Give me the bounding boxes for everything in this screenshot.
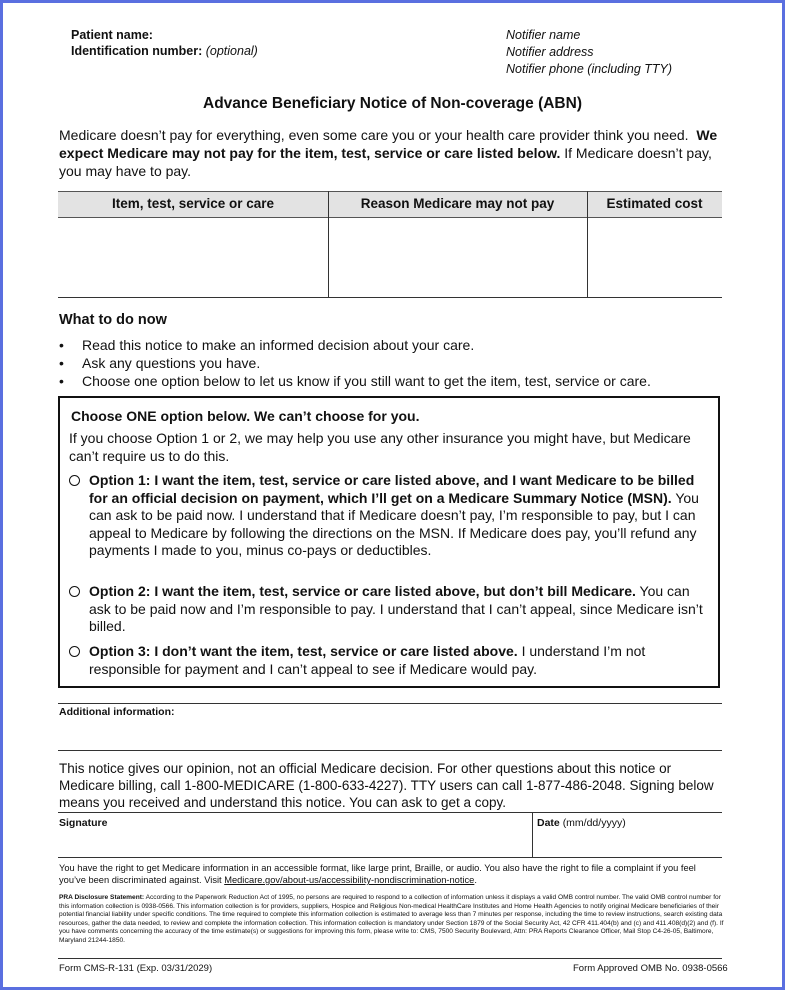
divider	[58, 958, 722, 959]
column-header-reason: Reason Medicare may not pay	[360, 196, 555, 211]
table-bottom-line	[58, 297, 722, 298]
cost-table	[58, 191, 722, 298]
intro-text-2: If Medicare doesn’t pay, you may have to pay.	[59, 145, 712, 179]
option-1-radio[interactable]	[69, 475, 80, 486]
accessibility-notice	[59, 862, 724, 886]
option-2-text	[89, 583, 714, 636]
notifier-address: Notifier address	[506, 45, 594, 59]
what-to-do-heading: What to do now	[59, 312, 167, 328]
option-3-bold: Option 3: I don’t want the item, test, service or care listed above.	[89, 643, 518, 659]
bullet-icon: •	[59, 337, 64, 353]
item-cell[interactable]	[58, 218, 328, 297]
option-2-body: You can ask to be paid now and I’m responsible to pay. I understand that I can’t appeal, since Medicare isn’t billed.	[89, 583, 703, 634]
notice-paragraph: This notice gives our opinion, not an official Medicare decision. For other questions about this notice or Medicare billing, call 1-800-MEDICARE (1-800-633-4227). TTY users can call 1-877-486-2048. Signing below means you received and understand this notice. You can ask to get a copy.	[59, 761, 714, 810]
option-3-radio[interactable]	[69, 646, 80, 657]
date-label-group	[537, 817, 626, 829]
page-title: Advance Beneficiary Notice of Non-coverage (ABN)	[203, 95, 582, 112]
options-intro: If you choose Option 1 or 2, we may help you use any other insurance you might have, but Medicare can’t require us to do this.	[69, 430, 691, 464]
notifier-phone: Notifier phone (including TTY)	[506, 62, 673, 76]
bullet-text: Choose one option below to let us know if you still want to get the item, test, service or care.	[82, 373, 651, 389]
divider	[58, 812, 722, 813]
date-format: (mm/dd/yyyy)	[562, 817, 626, 829]
id-optional: (optional)	[205, 44, 258, 58]
rights-end: .	[474, 875, 477, 885]
divider	[58, 857, 722, 858]
options-heading: Choose ONE option below. We can’t choose for you.	[71, 408, 420, 424]
option-2-radio[interactable]	[69, 586, 80, 597]
patient-name-label: Patient name:	[71, 28, 153, 42]
cost-cell[interactable]	[588, 218, 722, 297]
rights-text: You have the right to get Medicare information in an accessible format, like large print, Braille, or audio. You also have the right to file a complaint if you feel you’ve been discriminated against. Visit	[59, 863, 696, 885]
option-3-body: I understand I’m not responsible for payment and I can’t appeal to see if Medicare would pay.	[89, 643, 646, 677]
bullet-text: Read this notice to make an informed decision about your care.	[82, 337, 475, 353]
option-1-text	[89, 472, 714, 560]
pra-text: According to the Paperwork Reduction Act of 1995, no persons are required to respond to a collection of information unless it displays a valid OMB control number. The valid OMB control number for this information collection is 0938-0566. This information collection is for providers, suppliers, Hospice and Religious Non-medical HealthCare Institutes and Home Health Agencies to notify original Medicare beneficiaries of their potential financial liability under specific conditions. The time required to complete this information collection is estimated to average less than 7 minutes per response, including the time to review instructions, search existing data resources, gather the data needed, to review and complete the information collection. This information collection is mandatory under Section 1879 of the Social Security Act, 42 CFR 411.404(b) and (c) and 411.408(d)(2) and (f). If you have comments concerning the accuracy of the time estimate(s) or suggestions for improving this form, please write to: CMS, 7500 Security Boulevard, Attn: PRA Reports Clearance Officer, Mail Stop C4-26-05, Baltimore, Maryland 21244-1850.	[59, 894, 724, 944]
omb-number: Form Approved OMB No. 0938-0566	[573, 963, 728, 974]
nondiscrimination-link[interactable]: Medicare.gov/about-us/accessibility-nondiscrimination-notice	[224, 875, 475, 885]
reason-cell[interactable]	[329, 218, 587, 297]
option-2-bold: Option 2: I want the item, test, service or care listed above, but don’t bill Medicare.	[89, 583, 636, 599]
pra-label: PRA Disclosure Statement:	[59, 894, 145, 901]
bullet-text: Ask any questions you have.	[82, 355, 261, 371]
signature-label: Signature	[59, 817, 108, 829]
date-label: Date	[537, 817, 560, 829]
option-1-body: You can ask to be paid now. I understand that if Medicare doesn’t pay, I’m responsible to pay, but I can appeal to Medicare by following the directions on the MSN. If Medicare does pay, you’ll refund any payments I made to you, minus co-pays or deductibles.	[89, 489, 699, 558]
date-field[interactable]	[534, 830, 722, 856]
additional-info-label: Additional information:	[59, 706, 175, 718]
option-1-bold: Option 1: I want the item, test, service or care listed above, and I want Medicare to be billed for an official decision on payment, which I’ll get on a Medicare Summary Notice (MSN).	[89, 472, 695, 506]
intro-bold: We expect Medicare may not pay for the item, test, service or care listed below.	[59, 127, 718, 161]
bullet-icon: •	[59, 355, 64, 371]
column-header-item: Item, test, service or care	[111, 196, 275, 211]
pra-disclosure	[59, 894, 724, 946]
patient-info	[71, 27, 258, 59]
signature-field[interactable]	[58, 828, 530, 856]
bullet-icon: •	[59, 373, 64, 389]
id-number-label: Identification number:	[71, 44, 203, 58]
notifier-name: Notifier name	[506, 28, 581, 42]
form-number: Form CMS-R-131 (Exp. 03/31/2029)	[59, 963, 213, 974]
divider	[58, 703, 722, 704]
additional-info-field[interactable]	[58, 718, 722, 750]
intro-text-1: Medicare doesn’t pay for everything, even some care you or your health care provider think you need.	[59, 127, 689, 143]
column-header-cost: Estimated cost	[606, 196, 703, 211]
notifier-info	[506, 27, 672, 78]
intro-paragraph	[59, 126, 724, 180]
option-3-text	[89, 643, 714, 678]
signature-divider	[532, 812, 533, 857]
divider	[58, 750, 722, 751]
